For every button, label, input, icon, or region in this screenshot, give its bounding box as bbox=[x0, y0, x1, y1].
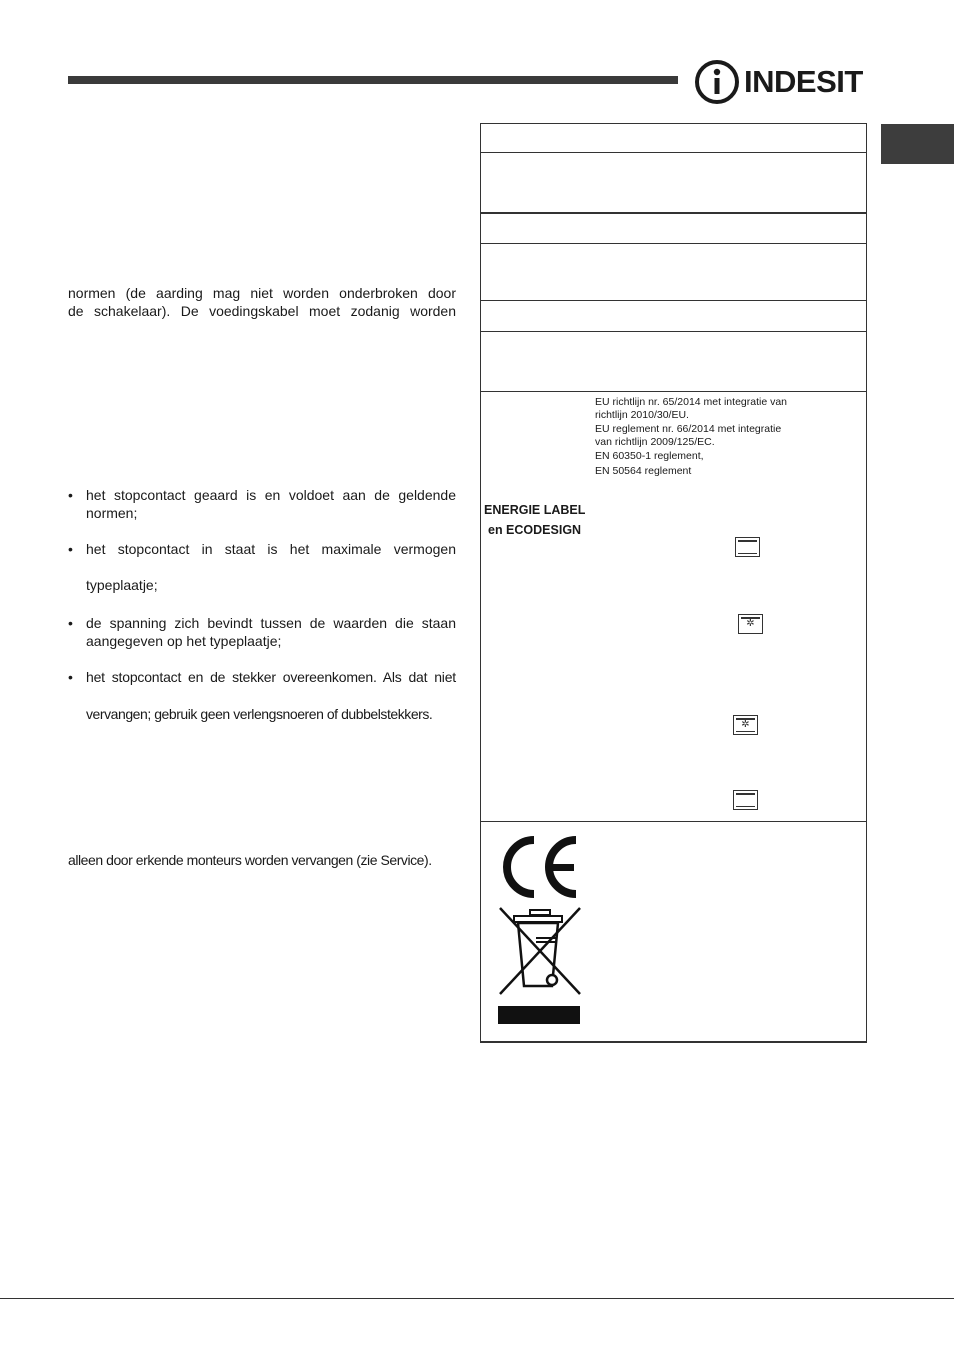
conventional-oven-icon bbox=[733, 790, 758, 810]
table-divider bbox=[480, 300, 867, 301]
regulation-line: EN 60350-1 reglement, bbox=[595, 450, 704, 462]
list-item-text: het stopcontact geaard is en voldoet aan de geldende bbox=[86, 487, 456, 503]
regulation-line: EN 50564 reglement bbox=[595, 465, 692, 477]
paragraph-line: de schakelaar). De voedingskabel moet zodanig worden bbox=[68, 303, 456, 319]
brand-name: INDESIT bbox=[744, 64, 863, 99]
regulation-line: EU richtlijn nr. 65/2014 met integratie van bbox=[595, 396, 788, 408]
list-item-text: de spanning zich bevindt tussen de waarden die staan bbox=[86, 615, 456, 631]
language-tab bbox=[881, 124, 954, 164]
fan-oven-icon bbox=[738, 614, 763, 634]
table-divider bbox=[480, 331, 867, 332]
conventional-oven-icon bbox=[735, 537, 760, 557]
brand-logo-icon bbox=[694, 59, 740, 105]
regulation-line: EU reglement nr. 66/2014 met integratie bbox=[595, 423, 782, 435]
list-item-text: typeplaatje; bbox=[86, 577, 158, 593]
table-divider bbox=[480, 821, 867, 822]
fan-glyph: ✲ bbox=[746, 618, 755, 629]
footer-rule bbox=[0, 1298, 954, 1299]
bullet-icon: • bbox=[68, 541, 73, 557]
table-divider bbox=[480, 391, 867, 392]
technical-data-table bbox=[480, 123, 867, 1043]
bullet-icon: • bbox=[68, 615, 73, 631]
brand-logo bbox=[694, 58, 872, 106]
list-item-text: aangegeven op het typeplaatje; bbox=[86, 633, 282, 649]
table-divider bbox=[480, 152, 867, 153]
paragraph-line: normen (de aarding mag niet worden onderbroken door bbox=[68, 285, 456, 301]
regulation-line: van richtlijn 2009/125/EC. bbox=[595, 436, 715, 448]
table-divider bbox=[480, 243, 867, 244]
fan-glyph: ✲ bbox=[741, 719, 750, 730]
header-rule bbox=[68, 76, 678, 84]
energy-label-title: ENERGIE LABEL bbox=[484, 503, 586, 517]
list-item-text: vervangen; gebruik geen verlengsnoeren of dubbelstekkers. bbox=[86, 706, 433, 722]
paragraph-line: alleen door erkende monteurs worden vervangen (zie Service). bbox=[68, 852, 432, 868]
list-item-text: het stopcontact en de stekker overeenkomen. Als dat niet bbox=[86, 669, 456, 685]
regulation-line: richtlijn 2010/30/EU. bbox=[595, 409, 689, 421]
weee-bin-icon bbox=[496, 906, 584, 996]
weee-bar bbox=[498, 1006, 580, 1024]
energy-label-subtitle: en ECODESIGN bbox=[488, 523, 582, 537]
ce-mark-icon bbox=[496, 834, 582, 900]
bullet-icon: • bbox=[68, 487, 73, 503]
bullet-icon: • bbox=[68, 669, 73, 685]
fan-grill-oven-icon bbox=[733, 715, 758, 735]
list-item-text: het stopcontact in staat is het maximale vermogen bbox=[86, 541, 456, 557]
list-item-text: normen; bbox=[86, 505, 138, 521]
table-divider bbox=[480, 212, 867, 214]
